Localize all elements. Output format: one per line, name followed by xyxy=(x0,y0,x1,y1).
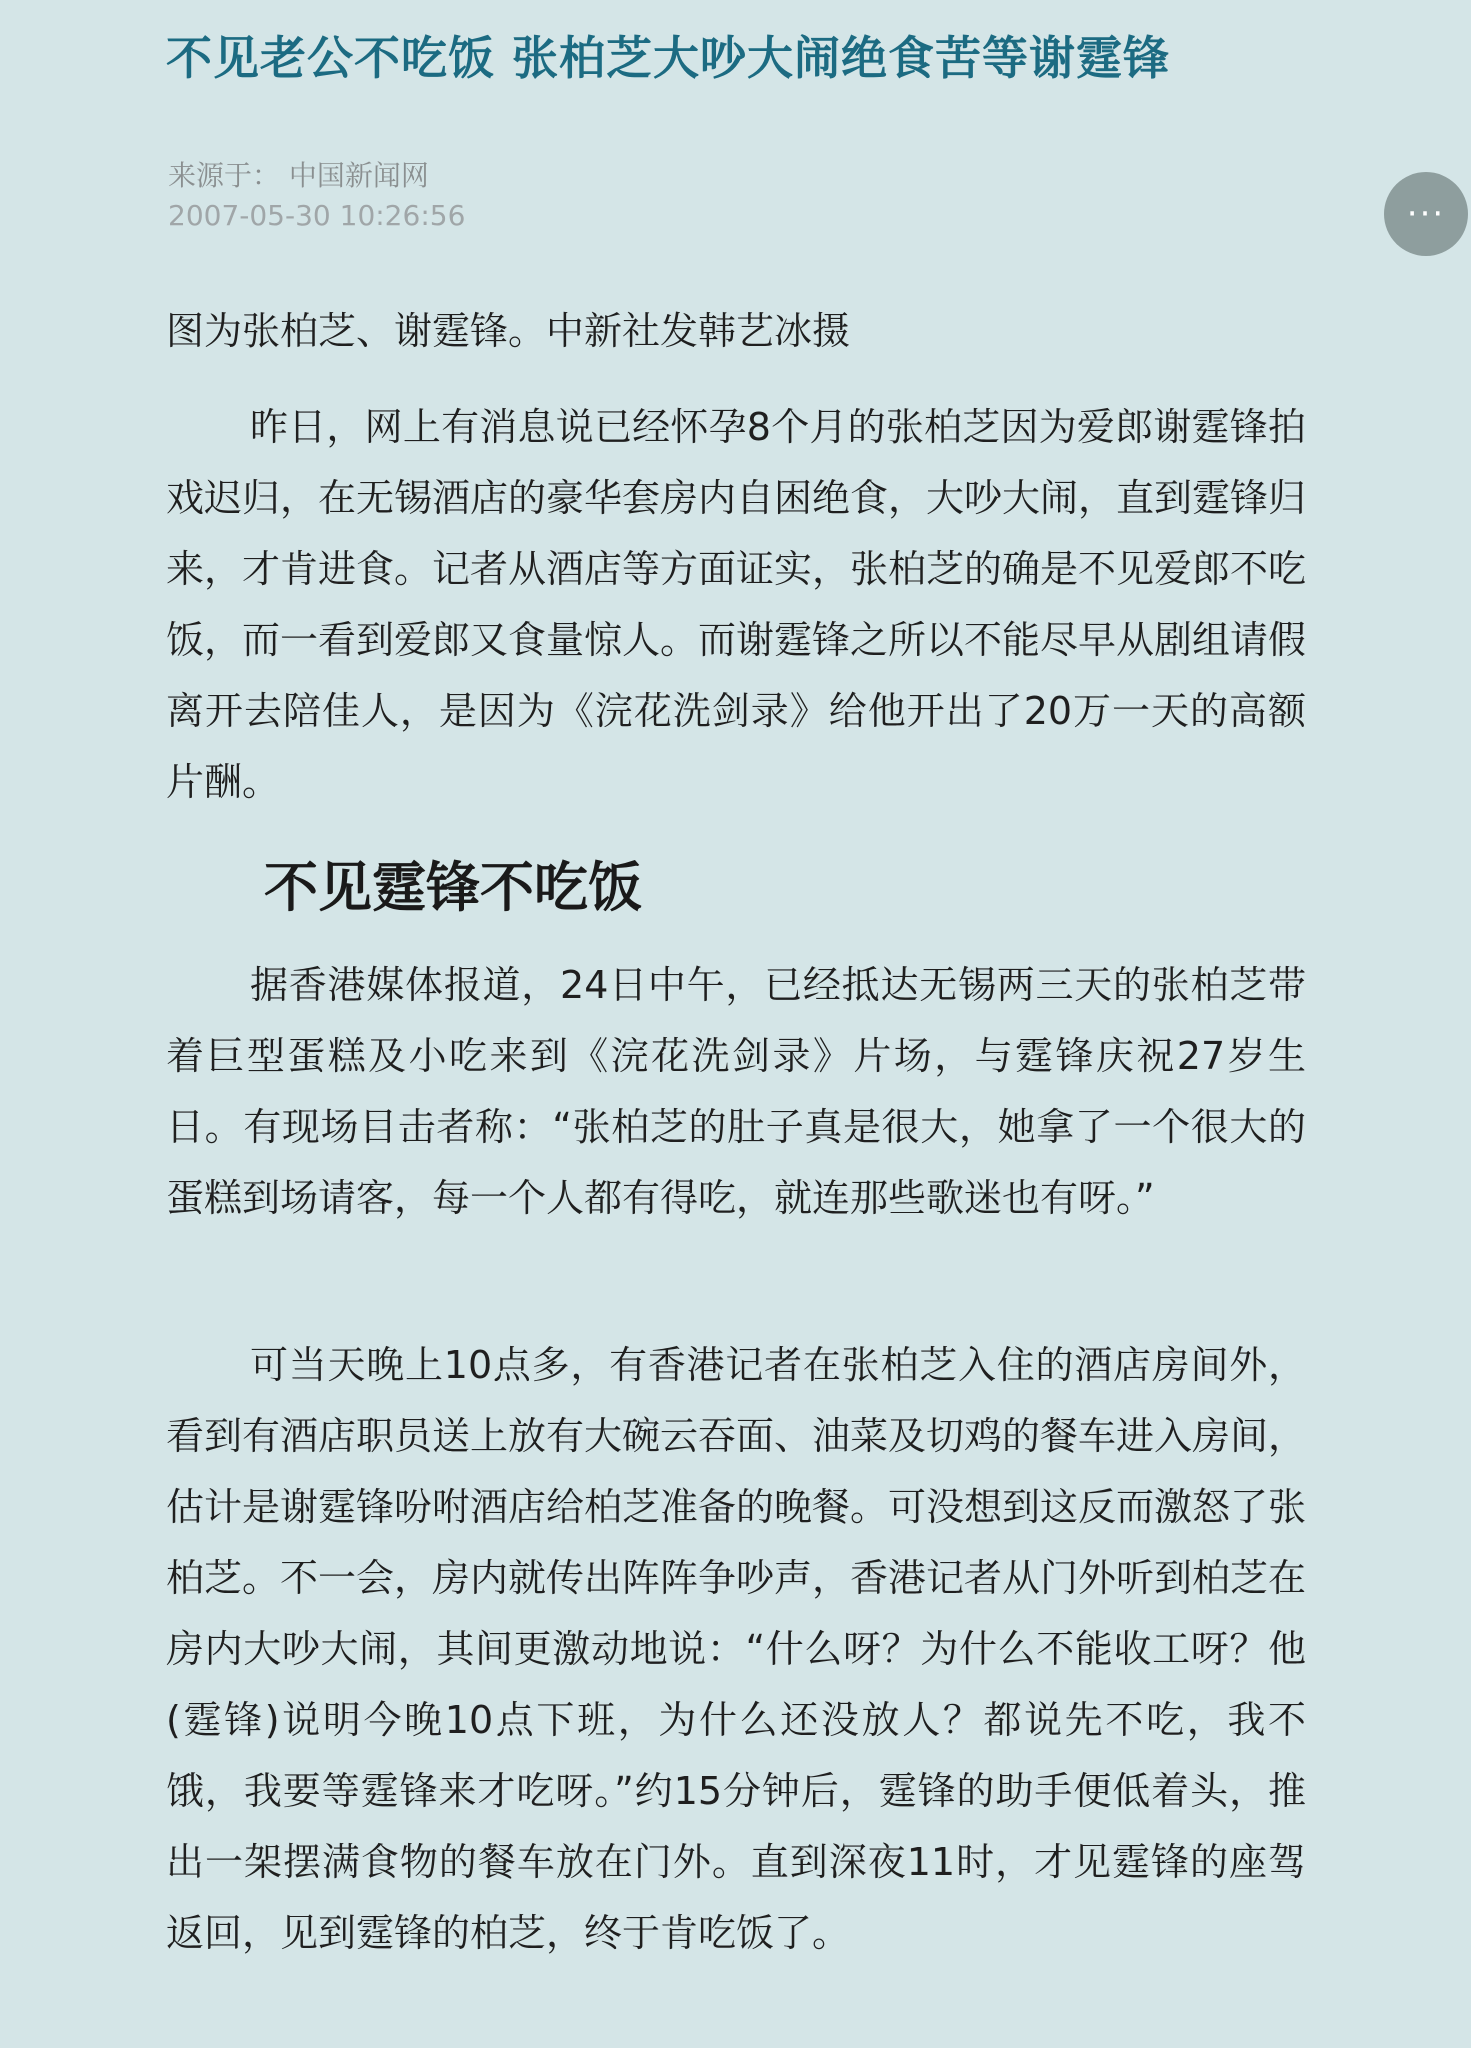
article-subheading: 不见霆锋不吃饭 xyxy=(264,856,642,919)
article-paragraph-2: 据香港媒体报道，24日中午，已经抵达无锡两三天的张柏芝带着巨型蛋糕及小吃来到《浣花洗剑录》片场，与霆锋庆祝27岁生日。有现场目击者称：“张柏芝的肚子真是很大，她拿了一个很大的蛋糕到场请客，每一个人都有得吃，就连那些歌迷也有呀。” xyxy=(166,963,1306,1220)
article-paragraph-3: 可当天晚上10点多，有香港记者在张柏芝入住的酒店房间外，看到有酒店职员送上放有大碗云吞面、油菜及切鸡的餐车进入房间，估计是谢霆锋吩咐酒店给柏芝准备的晚餐。可没想到这反而激怒了张柏芝。不一会，房内就传出阵阵争吵声，香港记者从门外听到柏芝在房内大吵大闹，其间更激动地说：“什么呀？为什么不能收工呀？他(霆锋)说明今晚10点下班，为什么还没放人？都说先不吃，我不饿，我要等霆锋来才吃呀。”约15分钟后，霆锋的助手便低着头，推出一架摆满食物的餐车放在门外。直到深夜11时，才见霆锋的座驾返回，见到霆锋的柏芝，终于肯吃饭了。 xyxy=(166,1343,1307,1955)
image-caption: 图为张柏芝、谢霆锋。中新社发韩艺冰摄 xyxy=(166,309,851,353)
more-dots-icon: ··· xyxy=(1406,194,1446,234)
article-paragraph-1: 昨日，网上有消息说已经怀孕8个月的张柏芝因为爱郎谢霆锋拍戏迟归，在无锡酒店的豪华套房内自困绝食，大吵大闹，直到霆锋归来，才肯进食。记者从酒店等方面证实，张柏芝的确是不见爱郎不吃饭，而一看到爱郎又食量惊人。而谢霆锋之所以不能尽早从剧组请假离开去陪佳人，是因为《浣花洗剑录》给他开出了20万一天的高额片酬。 xyxy=(166,405,1307,804)
more-options-button[interactable] xyxy=(1384,172,1468,256)
article-date: 2007-05-30 10:26:56 xyxy=(168,199,466,232)
article-source: 来源于： 中国新闻网 xyxy=(168,159,429,192)
article-title: 不见老公不吃饭 张柏芝大吵大闹绝食苦等谢霆锋 xyxy=(166,31,1171,85)
